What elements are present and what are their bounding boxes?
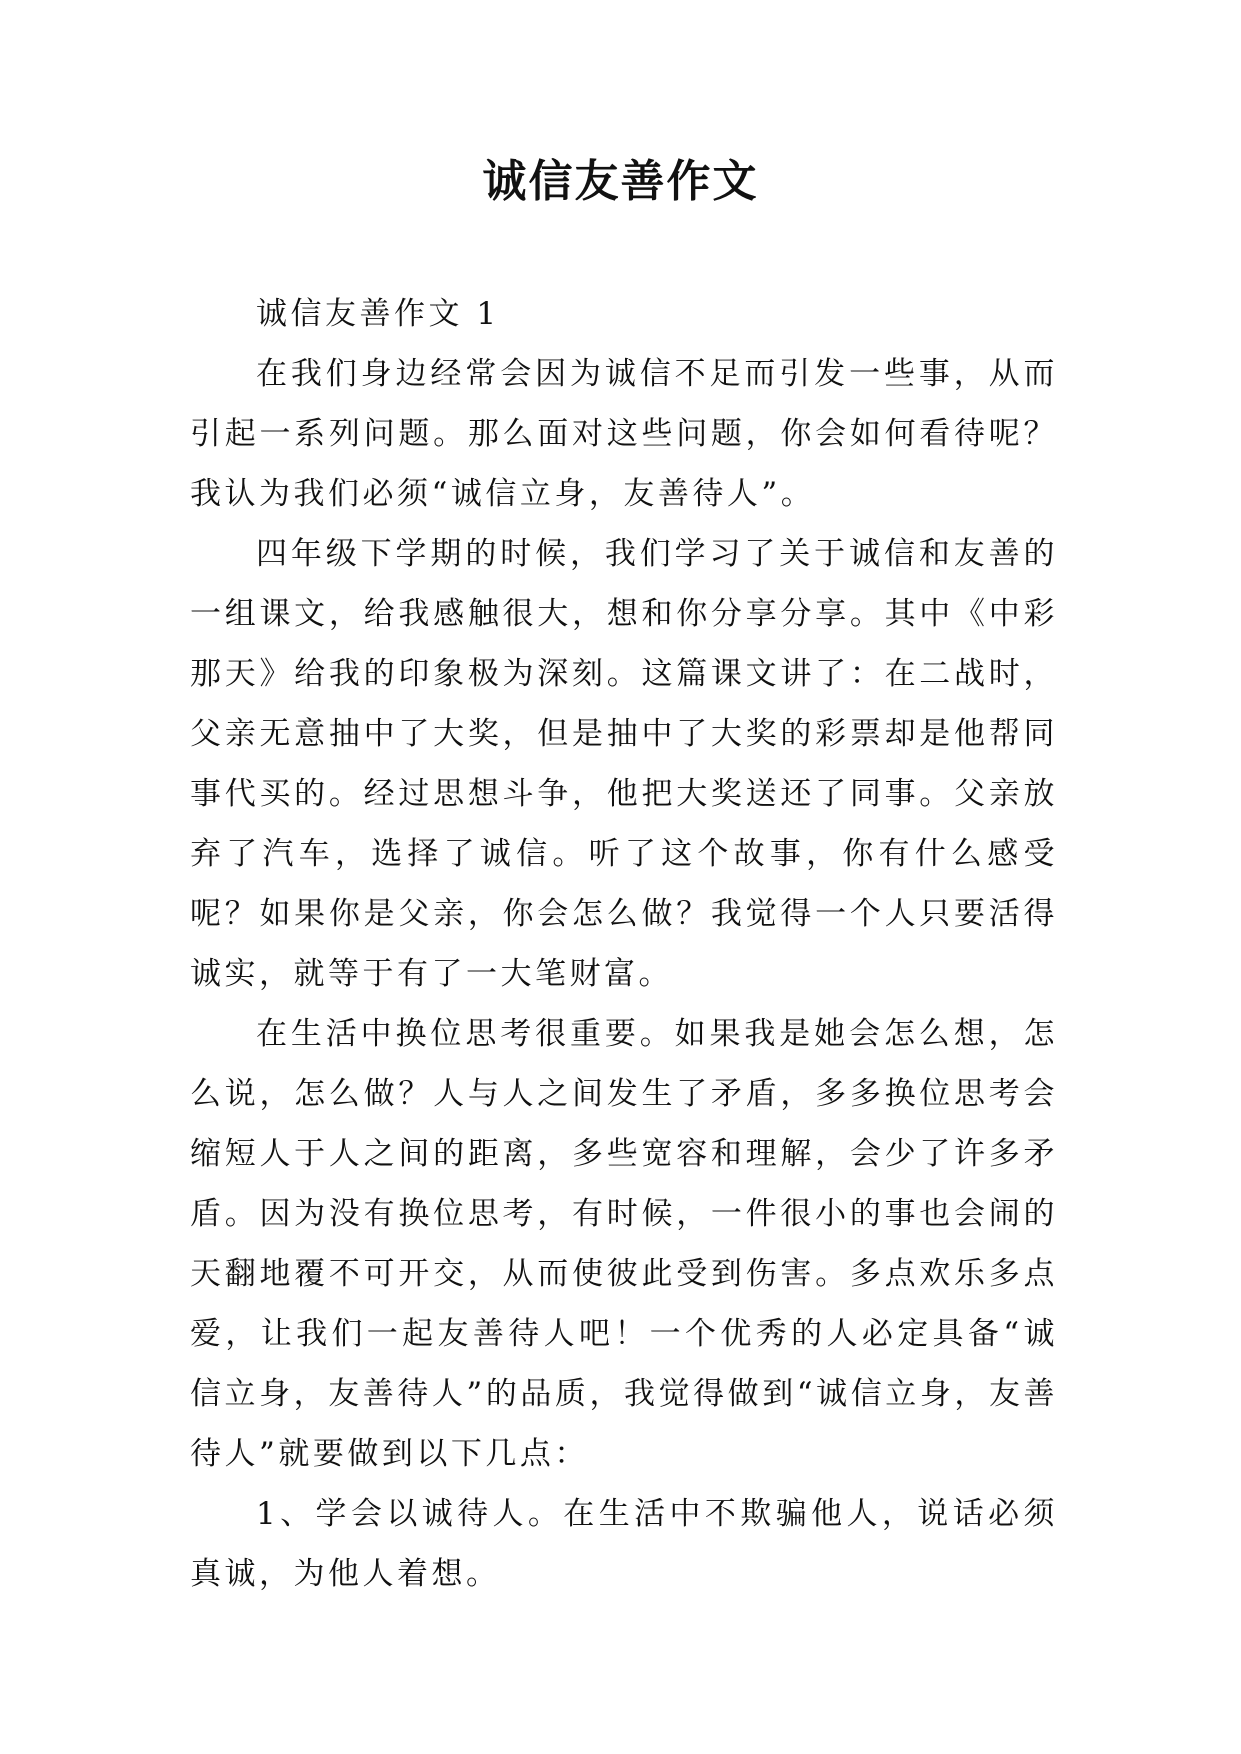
paragraph-2: 四年级下学期的时候，我们学习了关于诚信和友善的一组课文，给我感触很大，想和你分享分享。其中《中彩那天》给我的印象极为深刻。这篇课文讲了：在二战时，父亲无意抽中了大奖，但是抽中了大奖的彩票却是他帮同事代买的。经过思想斗争，他把大奖送还了同事。父亲放弃了汽车，选择了诚信。听了这个故事，你有什么感受呢？如果你是父亲，你会怎么做？我觉得一个人只要活得诚实，就等于有了一大笔财富。 bbox=[190, 536, 1058, 992]
paragraph-4: 1、学会以诚待人。在生活中不欺骗他人，说话必须真诚，为他人着想。 bbox=[190, 1496, 1058, 1592]
document-title: 诚信友善作文 bbox=[482, 156, 759, 207]
paragraph-1: 在我们身边经常会因为诚信不足而引发一些事，从而引起一系列问题。那么面对这些问题，你会如何看待呢？我认为我们必须“诚信立身，友善待人”。 bbox=[190, 356, 1058, 512]
document-body bbox=[190, 284, 1058, 1604]
paragraph-3: 在生活中换位思考很重要。如果我是她会怎么想，怎么说，怎么做？人与人之间发生了矛盾，多多换位思考会缩短人于人之间的距离，多些宽容和理解，会少了许多矛盾。因为没有换位思考，有时候，一件很小的事也会闹的天翻地覆不可开交，从而使彼此受到伤害。多点欢乐多点爱，让我们一起友善待人吧！一个优秀的人必定具备“诚信立身，友善待人”的品质，我觉得做到“诚信立身，友善待人”就要做到以下几点： bbox=[190, 1016, 1058, 1472]
section-heading: 诚信友善作文 1 bbox=[256, 296, 500, 332]
